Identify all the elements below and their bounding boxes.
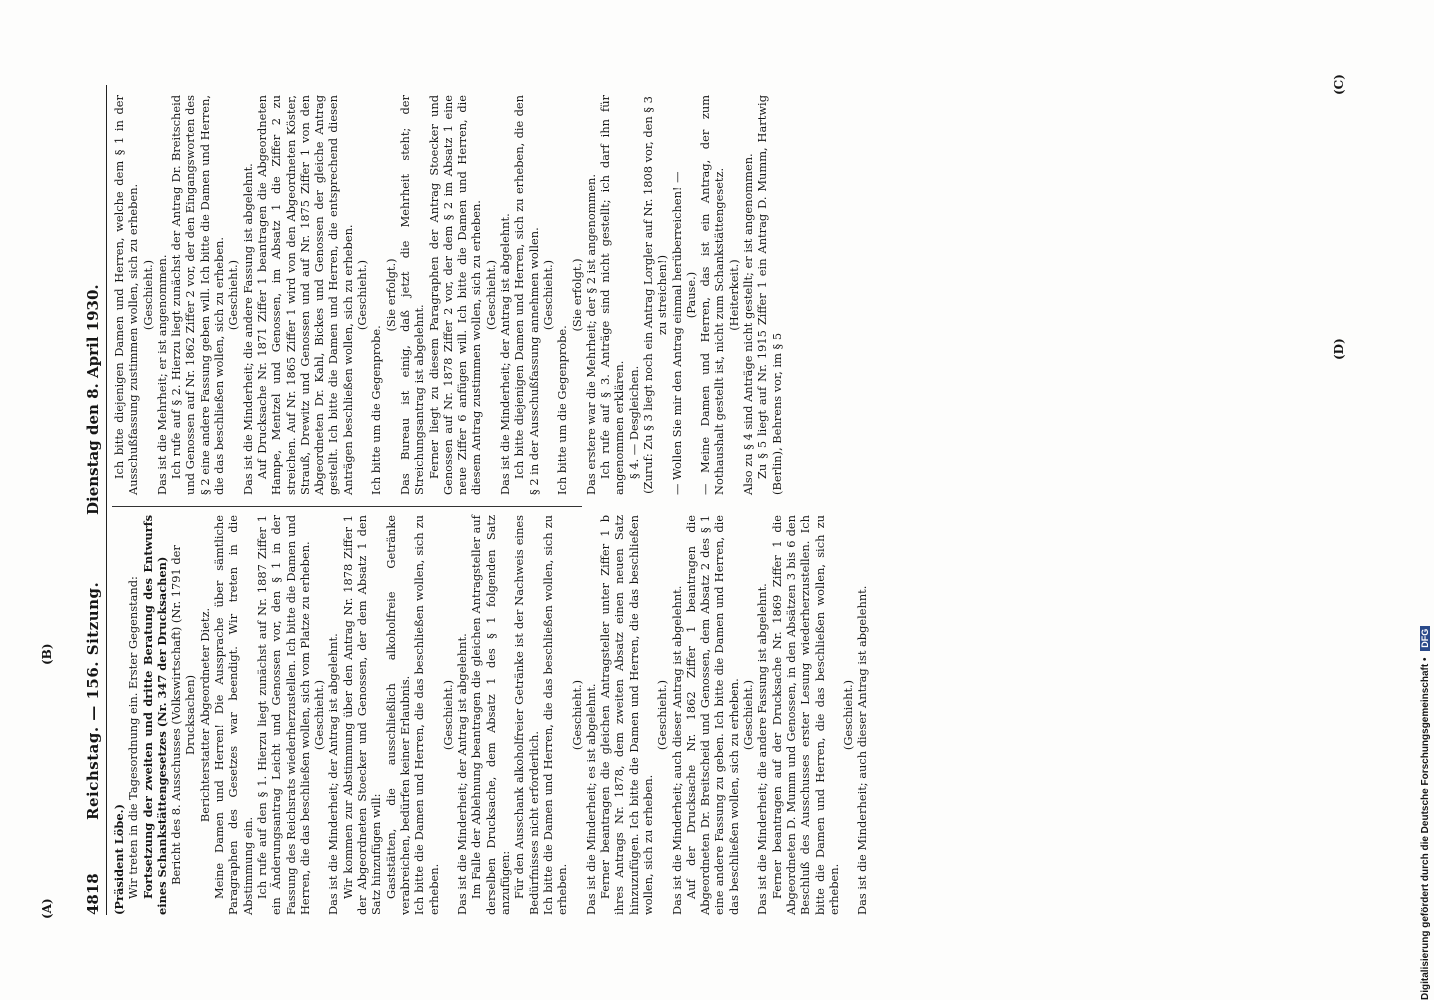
stage-direction: (Pause.) [683,271,698,319]
paragraph: Auf der Drucksache Nr. 1862 Ziffer 1 beantragen die Abgeordneten Dr. Breitscheid und Genossen, dem Absatz 2 des § 1 eine andere Fassung zu geben. Ich bitte die Damen und Herren, die das beschließen wollen, sich zu erheben. [683,515,741,915]
margin-mark-b: (B) [40,643,54,665]
paragraph: Ferner beantragen auf der Drucksache Nr. 1869 Ziffer 1 die Abgeordneten D. Mumm und Genossen, in den Absätzen 3 bis 6 den Beschluß des Ausschusses erster Lesung wiederherzustellen. Ich bitte die Damen und Herren, die das beschließen wollen, sich zu erheben. [769,515,841,915]
paragraph: Das ist die Minderheit; die andere Fassung ist abgelehnt. [755,583,770,915]
paragraph: Meine Damen und Herren! Die Aussprache über sämtliche Paragraphen des Gesetzes war beendigt. Wir treten in die Abstimmung ein. [212,515,255,915]
paragraph: § 4. — Desgleichen. [626,365,641,479]
paragraph: Wir treten in die Tagesordnung ein. Erster Gegenstand: [126,576,141,899]
paragraph: Das ist die Minderheit; auch dieser Antrag ist abgelehnt. [669,585,684,915]
paragraph: Ich rufe auf § 3. Anträge sind nicht gestellt; ich darf ihn für angenommen erklären. [598,95,627,495]
digitization-credit [1420,10,1434,1000]
stage-direction: (Sie erfolgt.) [569,258,584,332]
margin-mark-d: (D) [1332,338,1346,360]
stage-direction: (Geschieht.) [440,679,455,751]
paragraph: Berichterstatter Abgeordneter Dietz. [197,607,212,823]
paragraph: Das ist die Minderheit; der Antrag ist abgelehnt. [498,213,513,495]
paragraph: Ich bitte diejenigen Damen und Herren, sich zu erheben, die den § 2 in der Ausschußfassung annehmen wollen. [512,95,541,495]
paragraph: Ich bitte diejenigen Damen und Herren, welche dem § 1 in der Ausschußfassung zustimmen wollen, sich zu erheben. [112,95,141,495]
paragraph: Das ist die Minderheit; der Antrag ist abgelehnt. [455,633,470,915]
column-divider [112,506,582,507]
quoted-text: Gaststätten, die ausschließlich alkoholfreie Getränke verabreichen, bedürfen keiner Erlaubnis. [383,515,412,915]
paragraph: Ich rufe auf § 2. Hierzu liegt zunächst der Antrag Dr. Breitscheid und Genossen auf Nr. 1862 Ziffer 2 vor, der den Eingangsworten des § 2 eine andere Fassung geben will. Ich bitte die Damen und Herren, die das beschließen wollen, sich zu erheben. [169,95,227,495]
paragraph: Ich bitte die Damen und Herren, die das beschließen wollen, sich zu erheben. [412,515,441,915]
paragraph: Wir kommen zur Abstimmung über den Antrag Nr. 1878 Ziffer 1 der Abgeordneten Stoecker und Genossen, der dem Absatz 1 den Satz hinzufügen will: [340,515,384,915]
session-title: Reichstag. — 156. Sitzung. [84,581,102,820]
paragraph: Das ist die Minderheit; auch dieser Antrag ist abgelehnt. [855,585,870,915]
header-rule [106,85,107,915]
stage-direction: (Geschieht.) [483,259,498,331]
paragraph: Ich rufe auf den § 1. Hierzu liegt zunächst auf Nr. 1887 Ziffer 1 ein Änderungsantrag Leicht und Genossen vor, den § 1 in der Fassung des Reichsrats wiederherzustellen. Ich bitte die Damen und Herren, die das beschließen wollen, sich vom Platze zu erheben. [254,515,312,915]
session-date: Dienstag den 8. April 1930. [84,284,102,515]
paragraph: Ferner beantragen die gleichen Antragsteller unter Ziffer 1 b ihres Antrags Nr. 1878, dem zweiten Absatz einen neuen Satz hinzuzufügen. Ich bitte die Damen und Herren, die das beschließen wollen, sich zu erheben. [598,515,655,915]
paragraph: Das ist die Minderheit; es ist abgelehnt. [583,683,598,915]
stage-direction: (Geschieht.) [655,679,670,751]
paragraph: Das ist die Mehrheit; er ist angenommen. [154,254,169,495]
paragraph: Das ist die Minderheit; der Antrag ist abgelehnt. [326,633,341,915]
stage-direction: (Geschieht.) [312,679,327,751]
interjection: (Zuruf: Zu § 3 liegt noch ein Antrag Lorgler auf Nr. 1808 vor, den § 3 zu streichen!) [640,96,670,494]
left-column [112,515,870,915]
paragraph: Ferner liegt zu diesem Paragraphen der Antrag Stoecker und Genossen auf Nr. 1878 Ziffer 2 vor, der dem § 2 im Absatz 1 eine neue Ziffer 6 anfügen will. Ich bitte die Damen und Herren, die diesem Antrag zustimmen wollen, sich zu erheben. [426,95,484,495]
paragraph: Bericht des 8. Ausschusses (Volkswirtschaft) (Nr. 1791 der Drucksachen) [169,545,198,885]
paragraph: — Wollen Sie mir den Antrag einmal herüberreichen! — [669,171,684,495]
page-header [80,85,108,915]
paragraph: Das ist die Minderheit; die andere Fassung ist abgelehnt. [240,163,255,495]
paragraph: Ich bitte um die Gegenprobe. [369,325,384,495]
stage-direction: (Geschieht.) [569,679,584,751]
paragraph: Also zu § 4 sind Anträge nicht gestellt; er ist angenommen. [741,153,756,495]
paragraph: Im Falle der Ablehnung beantragen die gleichen Antragsteller auf derselben Drucksache, dem Absatz 1 des § 1 folgenden Satz anzufügen: [469,515,513,915]
stage-direction: (Heiterkeit.) [726,259,741,331]
paragraph: Zu § 5 liegt auf Nr. 1915 Ziffer 1 ein Antrag D. Mumm, Hartwig (Berlin), Behrens vor, im § 5 [755,95,784,495]
paragraph: Auf Drucksache Nr. 1871 Ziffer 1 beantragen die Abgeordneten Hampe, Mentzel und Genossen, im Absatz 1 die Ziffer 2 zu streichen. Auf Nr. 1865 Ziffer 1 wird von den Abgeordneten Köster, Strauß, Drewitz und Genossen und auf Nr. 1875 Ziffer 1 von den Abgeordneten Dr. Kahl, Bickes und Genossen der gleiche Antrag gestellt. Ich bitte die Damen und Herren, die entsprechend diesen Anträgen beschließen wollen, sich zu erheben. [254,95,355,495]
agenda-item: Fortsetzung der zweiten und dritte Beratung des Entwurfs eines Schankstättengesetzes (Nr. 347 der Drucksachen) [140,515,169,915]
credit-text: Digitalisierung gefördert durch die Deutsche Forschungsgemeinschaft • [1420,657,1431,1000]
stage-direction: (Geschieht.) [140,259,155,331]
speaker-label: (Präsident Löbe.) [112,804,126,915]
margin-mark-c: (C) [1332,74,1346,95]
page-number: 4818 [84,873,102,915]
stage-direction: (Geschieht.) [540,259,555,331]
paragraph: Ich bitte um die Gegenprobe. [555,325,570,495]
rotated-document [40,74,1346,919]
stage-direction: (Sie erfolgt.) [383,258,398,332]
quoted-text: Für den Ausschank alkoholfreier Getränke ist der Nachweis eines Bedürfnisses nicht erforderlich. [512,515,541,915]
stage-direction: (Geschieht.) [226,259,241,331]
right-column [112,95,784,495]
paragraph: Das erstere war die Mehrheit; der § 2 ist angenommen. [583,173,598,495]
stage-direction: (Geschieht.) [841,679,856,751]
paragraph: Das Bureau ist einig, daß jetzt die Mehrheit steht; der Streichungsantrag ist abgelehnt. [397,95,427,495]
dfg-logo: DFG [1420,626,1430,651]
paragraph: — Meine Damen und Herren, das ist ein Antrag, der zum Nothaushalt gestellt ist, nicht zum Schankstättengesetz. [698,95,727,495]
margin-mark-a: (A) [40,898,54,919]
paragraph: Ich bitte die Damen und Herren, die das beschließen wollen, sich zu erheben. [540,515,570,915]
stage-direction: (Geschieht.) [355,259,370,331]
stage-direction: (Geschieht.) [741,679,756,751]
